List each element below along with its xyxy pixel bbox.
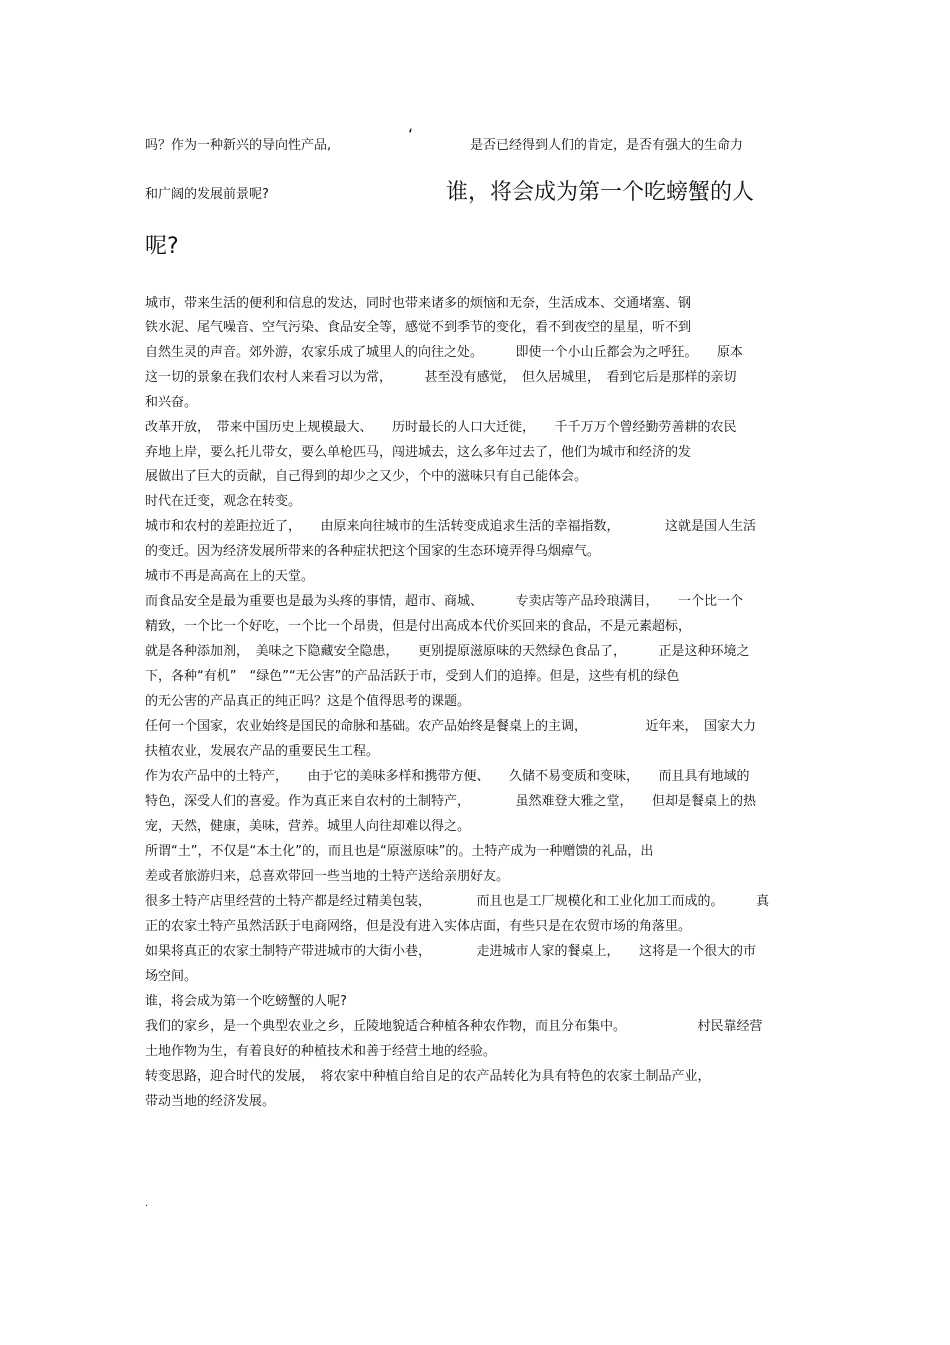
body-line: 所谓“土”，不仅是“本土化”的，而且也是“原滋原味”的。土特产成为一种赠馈的礼品，出 [145,844,654,859]
intro-line-2: 和广阔的发展前景呢? [145,187,269,202]
body-line: 我们的家乡，是一个典型农业之乡，丘陵地貌适合种植各种农作物，而且分布集中。 村民靠经营 [145,1019,763,1034]
body-line: 时代在迁变，观念在转变。 [145,494,302,509]
body-line: 弃地上岸，要么托儿带女，要么单枪匹马，闯进城去，这么多年过去了，他们为城市和经济的发 [145,445,692,460]
body-line: 差或者旅游归来，总喜欢带回一些当地的土特产送给亲朋好友。 [145,869,510,884]
body-line: 城市，带来生活的便利和信息的发达，同时也带来诸多的烦恼和无奈，生活成本、交通堵塞、钢 [145,296,692,311]
body-line: 这一切的景象在我们农村人来看习以为常， 甚至没有感觉， 但久居城里， 看到它后是那样的亲切 [145,370,737,385]
body-line: 宠，天然，健康，美味，营养。城里人向往却难以得之。 [145,819,471,834]
body-line: 就是各种添加剂， 美味之下隐藏安全隐患， 更别提原滋原味的天然绿色食品了， 正是这种环境之 [145,644,750,659]
body-line: 扶植农业，发展农产品的重要民生工程。 [145,744,380,759]
body-line: 正的农家土特产虽然活跃于电商网络，但是没有进入实体店面，有些只是在农贸市场的角落里。 [145,919,692,934]
body-line: 作为农产品中的土特产， 由于它的美味多样和携带方便、 久储不易变质和变味， 而且具有地域的 [145,769,750,784]
body-line: 谁，将会成为第一个吃螃蟹的人呢? [145,994,347,1009]
quote-mark: ‘ [408,125,414,144]
body-line: 的变迁。因为经济发展所带来的各种症状把这个国家的生态环境弄得乌烟瘴气。 [145,544,601,559]
body-line: 精致，一个比一个好吃，一个比一个昂贵，但是付出高成本代价买回来的食品，不是元素超标， [145,619,692,634]
body-line: 特色，深受人们的喜爱。作为真正来自农村的土制特产， 虽然难登大雅之堂， 但却是餐桌上的热 [145,794,757,809]
body-line: 很多土特产店里经营的土特产都是经过精美包装， 而且也是工厂规模化和工业化加工而成的。 真 [145,894,770,909]
headline: 谁，将会成为第一个吃螃蟹的人 [446,180,755,205]
body-line: 下，各种“有机” “绿色”“无公害”的产品活跃于市，受到人们的追捧。但是，这些有机的绿色 [145,669,680,684]
body-line: 任何一个国家，农业始终是国民的命脉和基础。农产品始终是餐桌上的主调， 近年来， 国家大力 [145,719,757,734]
intro-line-1-right: 是否已经得到人们的肯定，是否有强大的生命力 [470,138,744,153]
body-line: 带动当地的经济发展。 [145,1094,276,1109]
body-line: 转变思路，迎合时代的发展， 将农家中种植自给自足的农产品转化为具有特色的农家土制品产业， [145,1069,711,1084]
headline-continuation: 呢? [145,234,179,259]
body-line: 展做出了巨大的贡献，自己得到的却少之又少，个中的滋味只有自己能体会。 [145,469,588,484]
body-line: 改革开放， 带来中国历史上规模最大、 历时最长的人口大迁徙， 千千万万个曾经勤劳善耕的农民 [145,420,737,435]
body-line: 铁水泥、尾气噪音、空气污染、食品安全等，感觉不到季节的变化，看不到夜空的星星，听不到 [145,320,692,335]
body-line: 的无公害的产品真正的纯正吗？这是个值得思考的课题。 [145,694,471,709]
body-line: 土地作物为生，有着良好的种植技术和善于经营土地的经验。 [145,1044,497,1059]
body-line: 自然生灵的声音。郊外游，农家乐成了城里人的向往之处。 即使一个小山丘都会为之呼狂。 原本 [145,345,744,360]
body-line: 而食品安全是最为重要也是最为头疼的事情，超市、商城、 专卖店等产品玲琅满目， 一个比一个 [145,594,744,609]
intro-line-1-left: 吗？作为一种新兴的导向性产品, [145,138,332,153]
body-line: 城市和农村的差距拉近了， 由原来向往城市的生活转变成追求生活的幸福指数， 这就是国人生活 [145,519,757,534]
body-line: 城市不再是高高在上的天堂。 [145,569,315,584]
body-line: 和兴奋。 [145,395,198,410]
body-line: 如果将真正的农家土制特产带进城市的大街小巷， 走进城市人家的餐桌上， 这将是一个很大的市 [145,944,757,959]
body-line: 场空间。 [145,969,198,984]
footer-dot: . [145,1198,149,1209]
